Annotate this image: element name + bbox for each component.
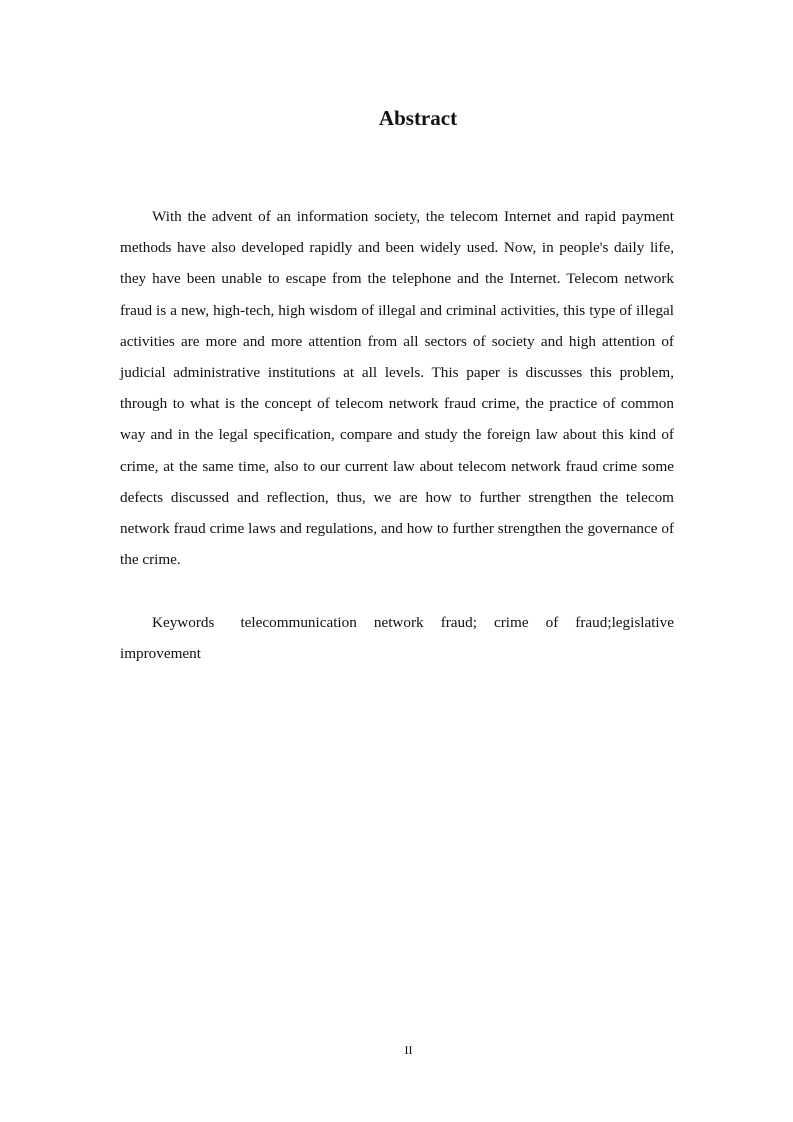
page-number: II <box>404 1043 413 1057</box>
keywords-text: telecommunication network fraud; crime of fraud;legislative improvement <box>120 614 674 663</box>
keywords-paragraph <box>120 607 674 669</box>
abstract-title: Abstract <box>378 106 458 130</box>
keywords-label: Keywords <box>152 614 215 631</box>
abstract-body: With the advent of an information society, the telecom Internet and rapid payment methods have also developed rapidly and been widely used. Now, in people's daily life, they have been unable to escape from the telephone and the Internet. Telecom network fraud is a new, high-tech, high wisdom of illegal and criminal activities, this type of illegal activities are more and more attention from all sectors of society and high attention of judicial administrative institutions at all levels. This paper is discusses this problem, through to what is the concept of telecom network fraud crime, the practice of common way and in the legal specification, compare and study the foreign law about this kind of crime, at the same time, also to our current law about telecom network fraud crime some defects discussed and reflection, thus, we are how to further strengthen the telecom network fraud crime laws and regulations, and how to further strengthen the governance of the crime. <box>120 208 674 569</box>
